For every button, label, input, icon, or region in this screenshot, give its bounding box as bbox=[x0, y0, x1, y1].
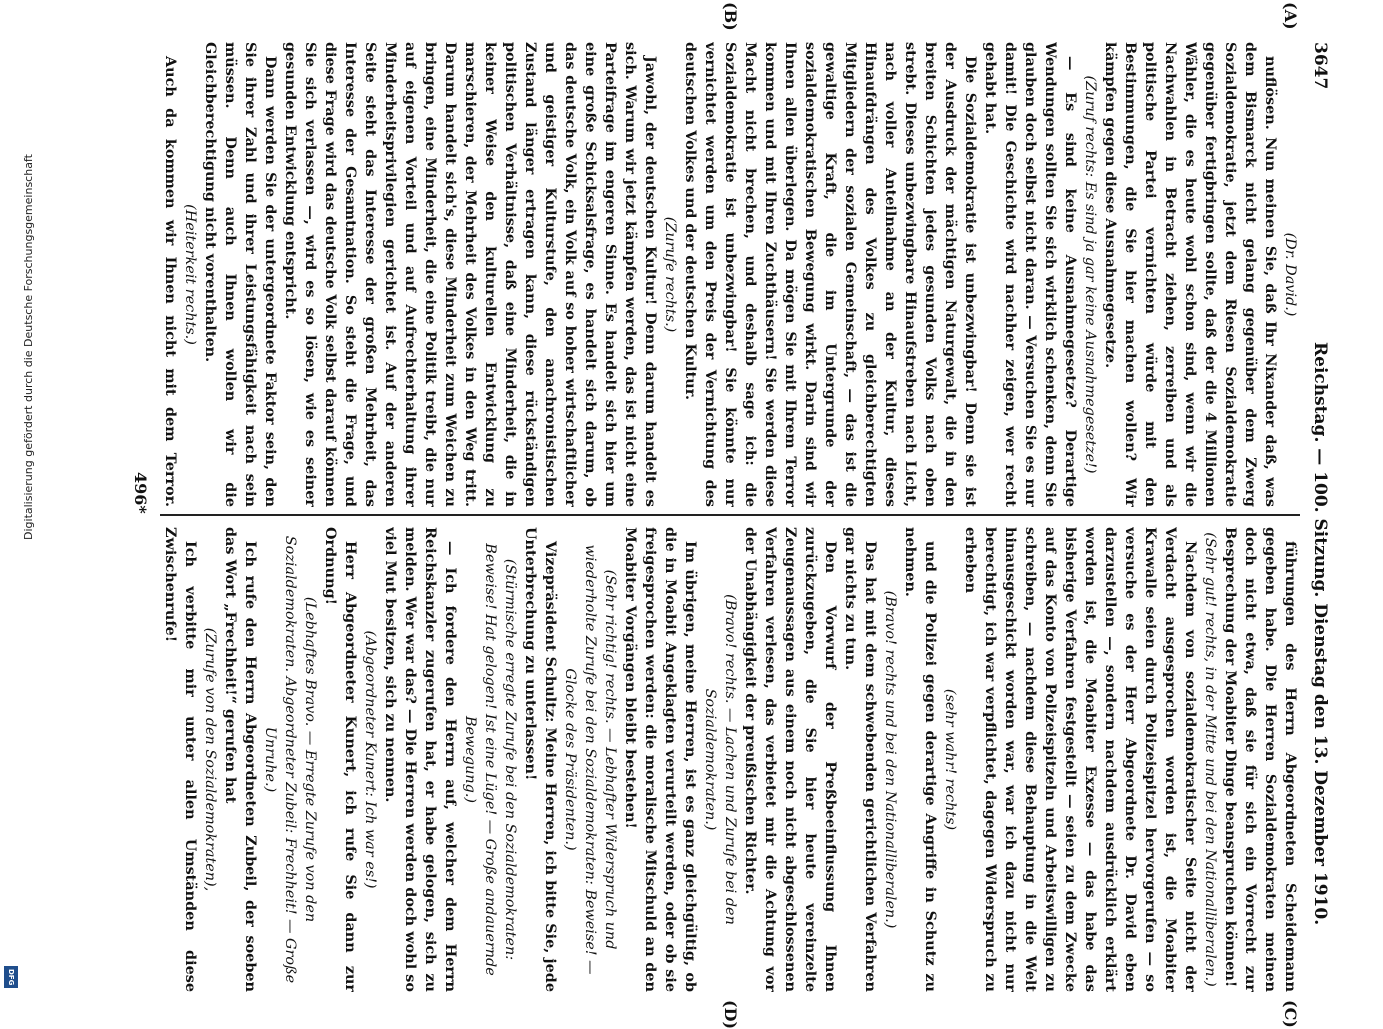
paragraph: (Sehr richtig! rechts. — Lebhafter Widerspruch und wiederholte Zurufe bei den Sozialdemokraten: Beweise! — Glocke des Präsidenten.) bbox=[562, 544, 618, 975]
paragraph: nuflösen. Nun meinen Sie, daß Ihr Nixander daß, was dem Bismarck nicht gelang gegenüber dem Zwerg Sozialdemokratie, jetzt dem Riesen Sozialdemokratie gegenüber fertigbringen sollte, daß der die 4 Millionen Wähler, die es heute wohl schon sind, wenn wir die Nachwahlen in Betracht ziehen, zerreiben und als politische Partei vernichten würde mit den Bestimmungen, die Sie hier machen wollen? Wir kämpfen gegen diese Ausnahmegesetze. bbox=[1102, 42, 1279, 507]
margin-mark-d: (D) bbox=[721, 1000, 740, 1029]
digitization-sidebar bbox=[0, 0, 35, 1000]
digitization-credit: Digitalisierung gefördert durch die Deutsche Forschungsgemeinschaft bbox=[22, 154, 35, 540]
paragraph: Den Vorwurf der Preßbeeinflussung Ihnen zurückzugeben, die Sie hier heute vereinzelte Zeugenaussagen aus einem noch nicht abgeschlossenen Verfahren verlesen, das verbietet mir die Achtung vor der Unabhängigkeit der preußischen Richter. bbox=[742, 527, 839, 992]
paragraph: Ich rufe den Herrn Abgeordneten Zubeil, der soeben das Wort „Frechheit!“ gerufen hat bbox=[222, 527, 259, 992]
paragraph: (Bravo! rechts und bei den Nationalliberalen.) bbox=[882, 590, 898, 929]
paragraph: Herr Abgeordneter Kunert, ich rufe Sie dann zur Ordnung! bbox=[322, 527, 359, 992]
paragraph: Vizepräsident Schultz: Meine Herren, ich bitte Sie, jede Unterbrechung zu unterlassen! bbox=[522, 527, 559, 992]
paragraph: (Dr. David.) bbox=[1282, 232, 1298, 317]
page-header bbox=[1300, 42, 1340, 992]
dfg-logo: DFG bbox=[4, 966, 18, 988]
paragraph: (Zurufe rechts.) bbox=[662, 216, 678, 333]
paragraph: und die Polizei gegen derartige Angriffe in Schutz zu nehmen. bbox=[902, 527, 939, 992]
paragraph: Die Sozialdemokratie ist unbezwingbar! Denn sie ist der Ausdruck der mächtigen Naturgewalt, die in den breiten Schichten jedes gesunden Volks nach oben strebt. Dieses unbezwingbare Hinaufstreben nach Licht, nach voller Anteilnahme an der Kultur, dieses Hinaufdrängen des Volkes zu gleichberechtigten Mitgliedern der sozialen Gemeinschaft, — das ist die gewaltige Kraft, die im Untergrunde der sozialdemokratischen Bewegung wirkt. Darin sind wir Ihnen allen überlegen. Da mögen Sie mit Ihrem Terror kommen und mit Ihren Zuchthäusern! Sie werden diese Macht nicht brechen, und deshalb sage ich: die Sozialdemokratie ist unbezwingbar! Sie könnte nur vernichtet werden um den Preis der Vernichtung des deutschen Volkes und der deutschen Kultur. bbox=[682, 42, 979, 507]
margin-mark-b: (B) bbox=[721, 2, 740, 31]
paragraph: — Ich fordere den Herrn auf, welcher dem Herrn Reichskanzler zugerufen hat, er habe gelogen, sich zu melden. Wer war das? — Die Herren werden doch wohl so viel Mut besitzen, sich zu nennen. bbox=[382, 527, 459, 992]
paragraph: führungen des Herrn Abgeordneten Scheidemann gegeben habe. Die Herren Sozialdemokraten meinen doch nicht etwa, daß sie für sich ein Vorrecht zur Besprechung der Moabiter Dinge beanspruchen können! bbox=[1222, 527, 1299, 992]
paragraph: Auch da kommen wir Ihnen nicht mit dem Terror. bbox=[162, 56, 179, 507]
margin-mark-c: (C) bbox=[1281, 1000, 1300, 1028]
paragraph: (Zurufe von den Sozialdemokraten), bbox=[202, 627, 218, 892]
paragraph: Das hat mit dem schwebenden gerichtlichen Verfahren gar nichts zu tun. bbox=[842, 527, 879, 992]
paragraph: — Es sind keine Ausnahmegesetze? Derartige Wendungen sollten Sie sich wirklich schenken, denn Sie glauben doch selbst nicht daran. — Versuchen Sie es nur damit! Die Geschichte wird nachher zeigen, wer recht gehabt hat. bbox=[982, 42, 1079, 507]
column-divider bbox=[160, 514, 1300, 516]
paragraph: (Zuruf rechts: Es sind ja gar keine Ausnahmegesetze!) bbox=[1082, 75, 1098, 474]
rotated-page-content bbox=[70, 2, 1340, 1029]
paragraph: Jawohl, der deutschen Kultur! Denn darum handelt es sich. Warum wir jetzt kämpfen werden, das ist nicht eine Parteifrage im engeren Sinne. Es handelt sich hier um eine große Schicksalsfrage, es handelt sich darum, ob das deutsche Volk, ein Volk auf so hoher wirtschaftlicher und geistiger Kulturstufe, den anachronistischen Zustand länger ertragen kann, diese rückständigen politischen Verhältnisse, daß eine Minderheit, die in keiner Weise den kulturellen Entwicklung zu marschieren, der Mehrheit des Volkes in den Weg tritt. Darum handelt sich's, diese Minderheit zum Weichen zu bringen, eine Minderheit, die eine Politik treibt, die nur auf eigenen Vorteil und auf Aufrechterhaltung ihrer Minderheitsprivilegien gerichtet ist. Auf der anderen Seite steht das Interesse der großen Mehrheit, das Interesse der Gesamtnation. So steht die Frage, und diese Frage wird das deutsche Volk selbst darauf können Sie sich verlassen —, wird es so lösen, wie es seiner gesunden Entwicklung entspricht. bbox=[282, 42, 659, 507]
page-number: 3647 bbox=[1310, 42, 1330, 90]
paragraph: Ich verbitte mir unter allen Umständen diese Zwischenrufe! bbox=[162, 527, 199, 992]
paragraph: (Bravo! rechts. — Lachen und Zurufe bei den Sozialdemokraten.) bbox=[702, 594, 738, 925]
paragraph: (Sehr gut! rechts, in der Mitte und bei den Nationalliberalen.) bbox=[1202, 532, 1218, 987]
paragraph: Dann werden Sie der untergeordnete Faktor sein, den Sie ihrer Zahl und ihrer Leistungsfähigkeit nach sein müssen. Denn auch Ihnen wollen wir die Gleichberechtigung nicht vorenthalten. bbox=[202, 42, 279, 507]
paragraph: Nachdem von sozialdemokratischer Seite nicht der Verdacht ausgesprochen worden ist, die Moabiter Krawalle seien durch Polizeispitzel hervorgerufen — so versuche es der Herr Abgeordnete Dr. David eben darzustellen —, sondern nachdem ausdrücklich erklärt worden ist, die Moabiter Exzesse — das habe das bisherige Verfahren festgestellt — seien zu dem Zwecke auf das Konto von Polizeispitzeln und Arbeitswilligen zu schreiben, — nachdem diese Behauptung in die Welt hinausgeschickt worden war, war ich dazu nicht nur berechtigt, ich war verpflichtet, dagegen Widerspruch zu erheben bbox=[962, 527, 1199, 992]
paragraph: Im übrigen, meine Herren, ist es ganz gleichgültig, ob die in Moabit Angeklagten verurteilt werden, oder ob sie freigesprochen werden: die moralische Mitschuld an den Moabiter Vorgängen bleibt bestehen! bbox=[622, 527, 699, 992]
paragraph: (Heiterkeit rechts.) bbox=[182, 204, 198, 345]
paragraph: (sehr wahr! rechts) bbox=[942, 688, 958, 831]
margin-mark-a: (A) bbox=[1281, 2, 1300, 30]
paragraph: (Stürmische erregte Zurufe bei den Sozialdemokraten: Beweise! Hat gelogen! Ist eine Lüge! — Große andauernde Bewegung.) bbox=[462, 543, 518, 976]
right-column bbox=[160, 527, 1300, 992]
running-title: Reichstag. — 100. Sitzung. Dienstag den 13. Dezember 1910. bbox=[1310, 342, 1330, 926]
paragraph: (Abgeordneter Kunert: Ich war es!) bbox=[362, 630, 378, 889]
paragraph: (Lebhaftes Bravo. — Erregte Zurufe von den Sozialdemokraten. Abgeordneter Zubeil: Frechheit! — Große Unruhe.) bbox=[262, 535, 318, 984]
page-footer: 496* bbox=[131, 472, 150, 514]
left-column bbox=[160, 42, 1300, 507]
